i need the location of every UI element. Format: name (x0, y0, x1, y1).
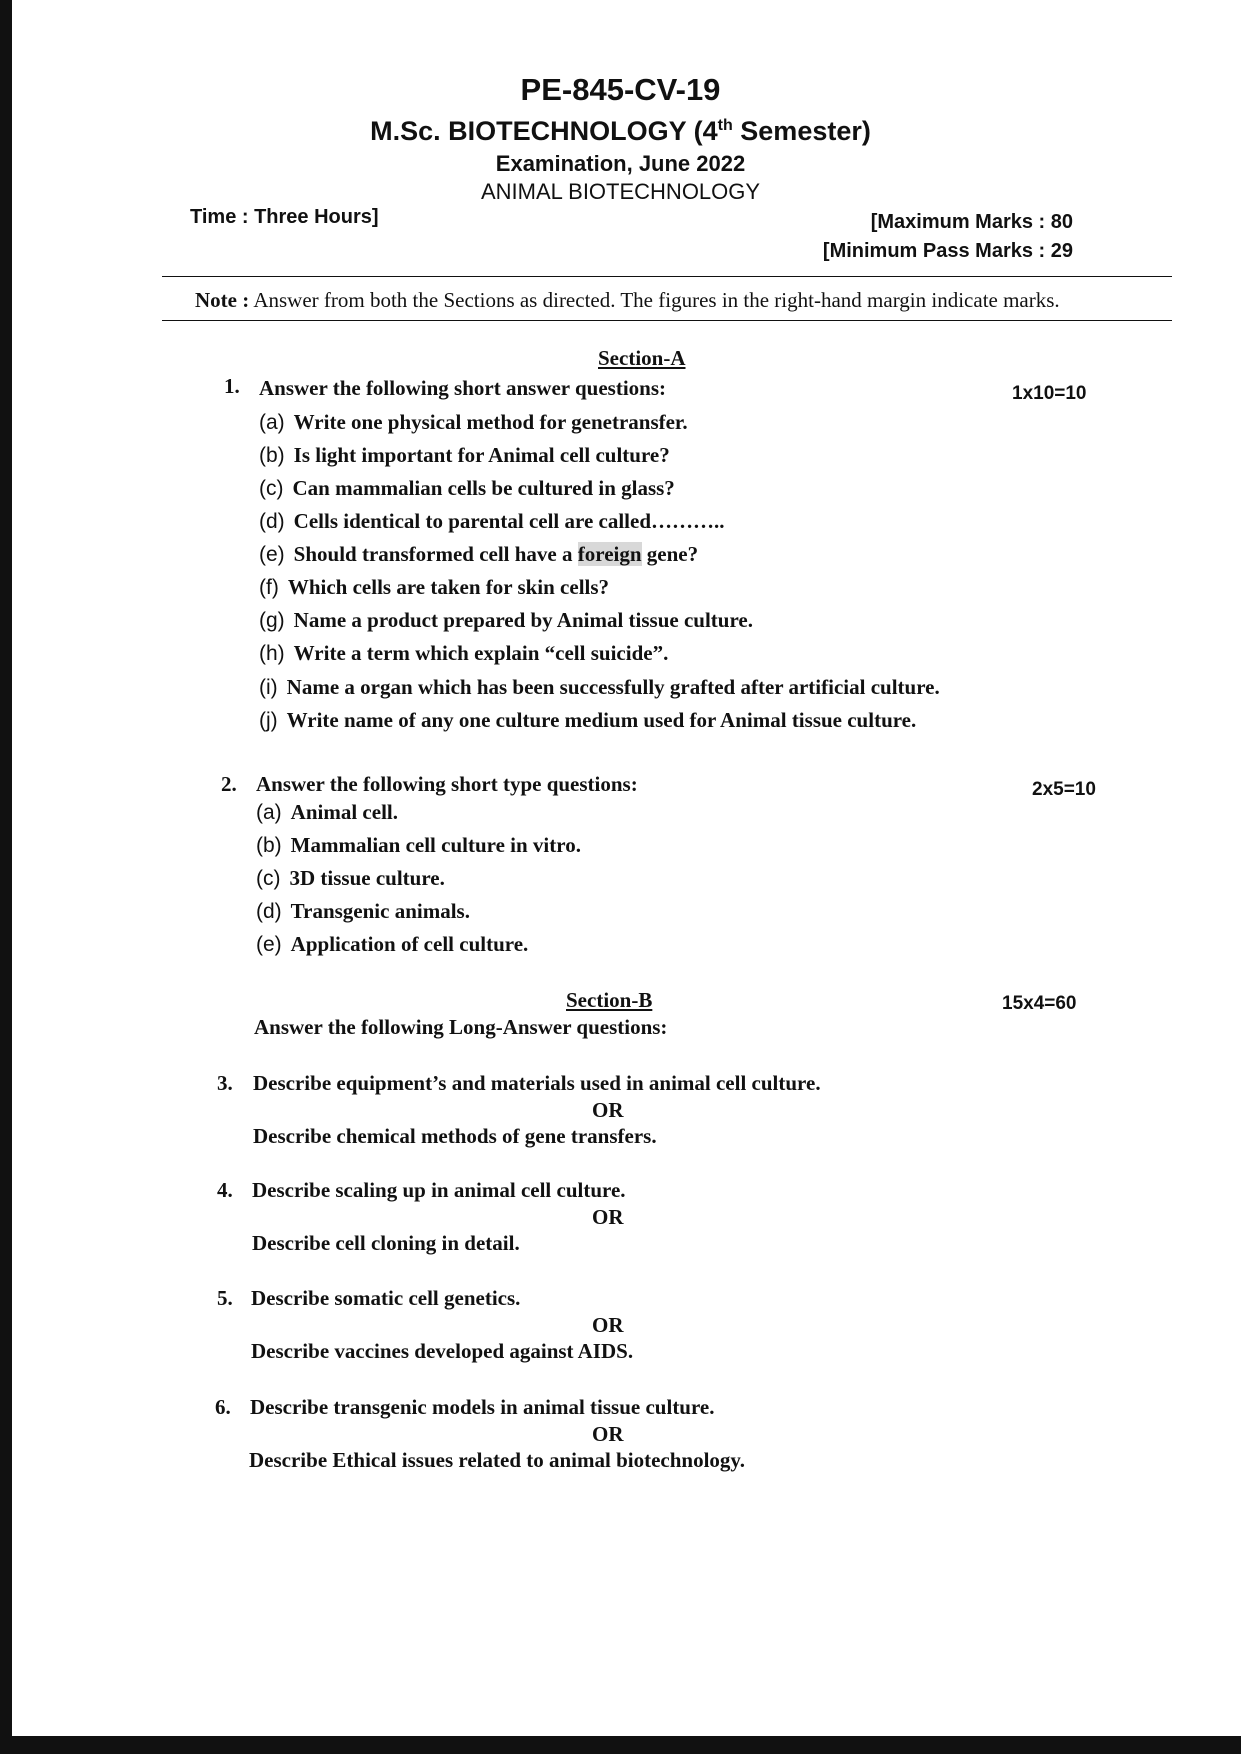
question-2-marks: 2x5=10 (1032, 779, 1096, 800)
question-3-or: OR (592, 1098, 624, 1122)
highlighted-word: foreign (577, 542, 642, 566)
item-text: Write name of any one culture medium used for Animal tissue culture. (286, 708, 917, 732)
question-2-item (256, 833, 581, 858)
question-3-first: Describe equipment’s and materials used in animal cell culture. (253, 1071, 821, 1095)
item-label: (d) (256, 900, 282, 923)
note-bottom-rule (162, 320, 1172, 321)
question-5-or: OR (592, 1313, 624, 1337)
question-6-or: OR (592, 1422, 624, 1446)
item-text: Write a term which explain “cell suicide”. (293, 641, 669, 665)
section-a-title: Section-A (598, 346, 686, 370)
question-2-number: 2. (221, 772, 237, 796)
course-title-main: M.Sc. BIOTECHNOLOGY (4 (370, 116, 718, 146)
item-text: Animal cell. (290, 800, 398, 824)
item-text: Cells identical to parental cell are called……….. (293, 509, 725, 533)
question-1-item (259, 542, 698, 567)
question-6-second: Describe Ethical issues related to animal biotechnology. (249, 1448, 746, 1472)
note-top-rule (162, 276, 1172, 277)
item-label: (g) (259, 609, 285, 632)
examination-line: Examination, June 2022 (495, 151, 746, 176)
item-label: (c) (259, 477, 284, 500)
item-label: (a) (256, 801, 282, 824)
item-label: (f) (259, 576, 279, 599)
question-6-first: Describe transgenic models in animal tissue culture. (250, 1395, 715, 1419)
course-title-sup: th (717, 117, 733, 134)
item-label: (e) (256, 933, 282, 956)
item-label: (d) (259, 510, 285, 533)
course-title-tail: Semester) (732, 116, 871, 146)
question-1-number: 1. (224, 374, 240, 398)
question-2-item (256, 866, 445, 891)
item-text-after: gene? (641, 542, 699, 566)
item-text: Which cells are taken for skin cells? (287, 575, 610, 599)
item-text: Transgenic animals. (290, 899, 470, 923)
course-title (0, 116, 1241, 147)
question-1-item (259, 509, 725, 534)
question-4-or: OR (592, 1205, 624, 1229)
question-1-item (259, 641, 668, 666)
question-2-item (256, 899, 470, 924)
question-5-number: 5. (217, 1286, 233, 1310)
paper-code: PE-845-CV-19 (520, 72, 721, 107)
question-5-second: Describe vaccines developed against AIDS. (251, 1339, 634, 1363)
question-4-second: Describe cell cloning in detail. (252, 1231, 520, 1255)
item-label: (i) (259, 676, 278, 699)
question-2-text: Answer the following short type questions: (256, 772, 638, 796)
question-1-item (259, 675, 940, 700)
item-label: (b) (259, 444, 285, 467)
question-1-item (259, 575, 609, 600)
item-text-before: Should transformed cell have a (293, 542, 578, 566)
question-1-item (259, 476, 675, 501)
item-text: Write one physical method for genetransfer. (293, 410, 688, 434)
minimum-pass-marks: [Minimum Pass Marks : 29 (822, 240, 1073, 262)
item-text: Name a organ which has been successfully grafted after artificial culture. (286, 675, 940, 699)
scan-left-edge (0, 0, 12, 1754)
item-text: 3D tissue culture. (289, 866, 445, 890)
item-text: Name a product prepared by Animal tissue culture. (293, 608, 753, 632)
question-2-item (256, 932, 528, 957)
item-label: (e) (259, 543, 285, 566)
section-b-instruction: Answer the following Long-Answer questions: (254, 1015, 668, 1039)
section-b-marks: 15x4=60 (1002, 993, 1077, 1014)
question-1-text: Answer the following short answer questions: (259, 376, 666, 400)
item-text: Can mammalian cells be cultured in glass? (292, 476, 675, 500)
scan-bottom-edge (0, 1736, 1241, 1754)
question-1-item (259, 708, 916, 733)
section-b-title: Section-B (566, 988, 653, 1012)
item-label: (b) (256, 834, 282, 857)
question-3-second: Describe chemical methods of gene transfers. (253, 1124, 657, 1148)
question-3-number: 3. (217, 1071, 233, 1095)
question-2-item (256, 800, 398, 825)
item-label: (j) (259, 709, 278, 732)
question-4-first: Describe scaling up in animal cell culture. (252, 1178, 626, 1202)
item-label: (h) (259, 642, 285, 665)
item-text: Application of cell culture. (290, 932, 529, 956)
maximum-marks: [Maximum Marks : 80 (870, 211, 1073, 233)
question-1-item (259, 410, 688, 435)
item-text: Is light important for Animal cell culture? (293, 443, 670, 467)
note-label: Note : (195, 288, 250, 312)
question-1-item (259, 443, 670, 468)
question-6-number: 6. (215, 1395, 231, 1419)
item-text: Mammalian cell culture in vitro. (290, 833, 581, 857)
question-5-first: Describe somatic cell genetics. (251, 1286, 521, 1310)
question-4-number: 4. (217, 1178, 233, 1202)
note-text: Answer from both the Sections as directed. The figures in the right-hand margin indicate marks. (249, 288, 1060, 312)
question-1-item (259, 608, 753, 633)
subject-title: ANIMAL BIOTECHNOLOGY (480, 179, 761, 204)
item-label: (a) (259, 411, 285, 434)
item-label: (c) (256, 867, 281, 890)
time-allowed: Time : Three Hours] (190, 206, 379, 228)
note-line (195, 288, 1060, 313)
question-1-marks: 1x10=10 (1012, 383, 1087, 404)
